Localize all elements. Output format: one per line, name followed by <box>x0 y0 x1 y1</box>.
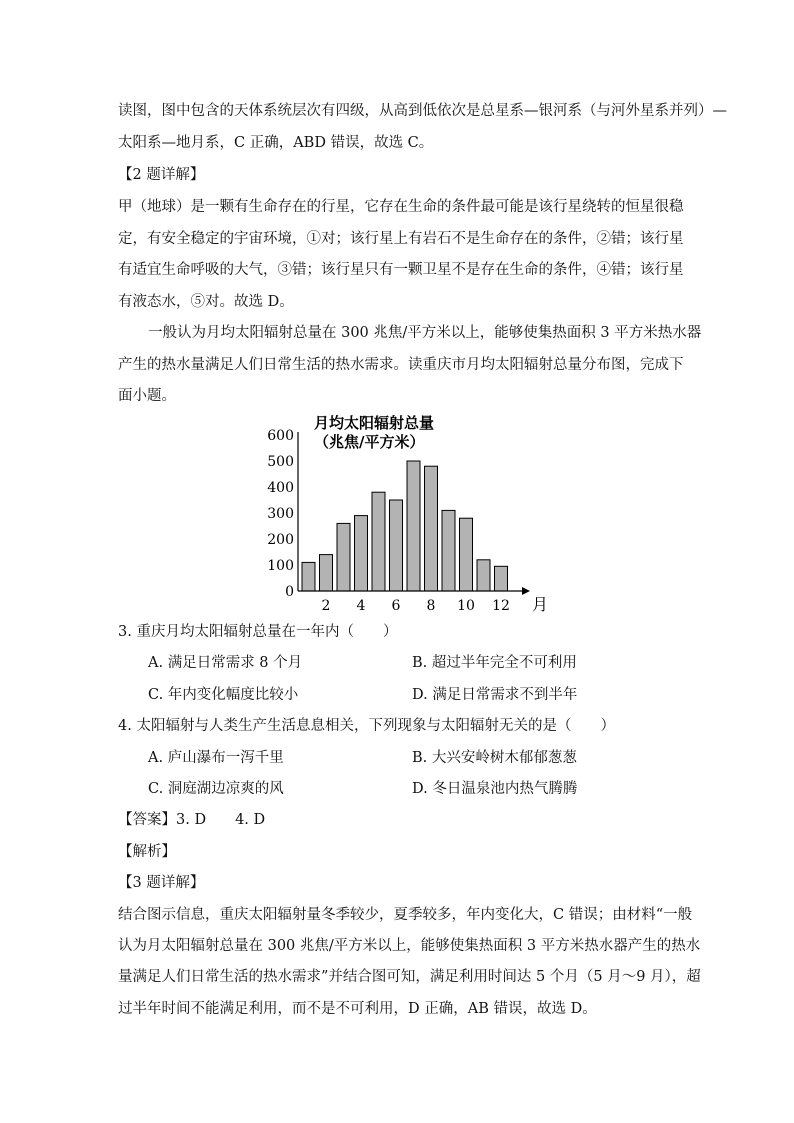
bar-month-3 <box>337 523 350 591</box>
bar-month-9 <box>442 510 455 591</box>
x-tick-label: 12 <box>492 598 510 614</box>
q3-detail-line-1: 结合图示信息，重庆太阳辐射量冬季较少，夏季较多，年内变化大，C 错误；由材料“一般 <box>118 907 693 923</box>
radiation-bar-chart <box>262 410 549 615</box>
q2-line-3: 有适宜生命呼吸的大气，③错；该行星只有一颗卫星不是存在生命的条件，④错；该行星 <box>118 262 684 278</box>
q2-line-2: 定，有安全稳定的宇宙环境，①对；该行星上有岩石不是生命存在的条件，②错；该行星 <box>118 231 684 247</box>
x-tick-label: 8 <box>426 598 436 614</box>
material-line-1: 一般认为月均太阳辐射总量在 300 兆焦/平方米以上，能够使集热面积 3 平方米热水器 <box>148 325 702 341</box>
bar-month-7 <box>407 461 420 591</box>
q3-option-d: D. 满足日常需求不到半年 <box>412 687 578 703</box>
y-tick-label: 200 <box>267 532 294 548</box>
y-tick-label: 100 <box>267 558 294 574</box>
q4-stem: 4. 太阳辐射与人类生产生活息息相关，下列现象与太阳辐射无关的是（ ） <box>118 718 615 734</box>
q3-option-b: B. 超过半年完全不可利用 <box>412 655 577 671</box>
intro-line-2: 太阳系—地月系，C 正确，ABD 错误，故选 C。 <box>118 135 434 151</box>
material-line-2: 产生的热水量满足人们日常生活的热水需求。读重庆市月均太阳辐射总量分布图，完成下 <box>118 357 684 373</box>
y-tick-label: 600 <box>267 428 294 444</box>
q3-detail-line-3: 量满足人们日常生活的热水需求”并结合图可知，满足利用时间达 5 个月（5 月～9 月），超 <box>118 969 701 985</box>
x-tick-label: 10 <box>457 598 475 614</box>
q3-detail-line-4: 过半年时间不能满足利用，而不是不可利用，D 正确，AB 错误，故选 D。 <box>118 1001 597 1017</box>
x-tick-label: 2 <box>321 598 331 614</box>
q3-detail-line-2: 认为月太阳辐射总量在 300 兆焦/平方米以上，能够使集热面积 3 平方米热水器产生的热水 <box>118 938 701 954</box>
q4-option-c: C. 洞庭湖边凉爽的风 <box>148 781 284 797</box>
x-tick-label: 4 <box>356 598 366 614</box>
x-axis-label: 月 <box>532 595 549 614</box>
q3-option-c: C. 年内变化幅度比较小 <box>148 687 299 703</box>
bar-month-5 <box>372 492 385 591</box>
q4-option-d: D. 冬日温泉池内热气腾腾 <box>412 781 578 797</box>
bar-month-4 <box>355 516 368 591</box>
bar-month-11 <box>477 560 490 591</box>
x-axis-arrow <box>522 587 530 595</box>
q2-line-4: 有液态水，⑤对。故选 D。 <box>118 294 294 310</box>
y-tick-label: 400 <box>267 480 294 496</box>
q3-option-a: A. 满足日常需求 8 个月 <box>148 655 303 671</box>
answer-line: 【答案】3. D 4. D <box>118 812 266 828</box>
y-tick-label: 0 <box>285 584 294 600</box>
chart-title: 月均太阳辐射总量 <box>314 414 435 432</box>
bar-month-10 <box>460 518 473 591</box>
y-tick-label: 500 <box>267 454 294 470</box>
bar-month-8 <box>425 466 438 591</box>
intro-line-1: 读图，图中包含的天体系统层次有四级，从高到低依次是总星系—银河系（与河外星系并列）— <box>118 103 727 119</box>
material-line-3: 面小题。 <box>118 388 176 404</box>
q3-detail-heading: 【3 题详解】 <box>118 875 205 891</box>
q4-option-a: A. 庐山瀑布一泻千里 <box>148 750 284 766</box>
bar-month-2 <box>320 555 333 591</box>
x-tick-label: 6 <box>391 598 401 614</box>
chart-subtitle: （兆焦/平方米） <box>314 433 425 451</box>
bar-month-1 <box>302 562 315 591</box>
q4-option-b: B. 大兴安岭树木郁郁葱葱 <box>412 750 577 766</box>
q2-heading: 【2 题详解】 <box>118 167 205 183</box>
bar-month-12 <box>495 566 508 591</box>
bar-month-6 <box>390 500 403 591</box>
y-tick-label: 300 <box>267 506 294 522</box>
analysis-heading: 【解析】 <box>118 844 176 860</box>
q2-line-1: 甲（地球）是一颗有生命存在的行星，它存在生命的条件最可能是该行星绕转的恒星很稳 <box>118 199 684 215</box>
q3-stem: 3. 重庆月均太阳辐射总量在一年内（ ） <box>118 624 398 640</box>
